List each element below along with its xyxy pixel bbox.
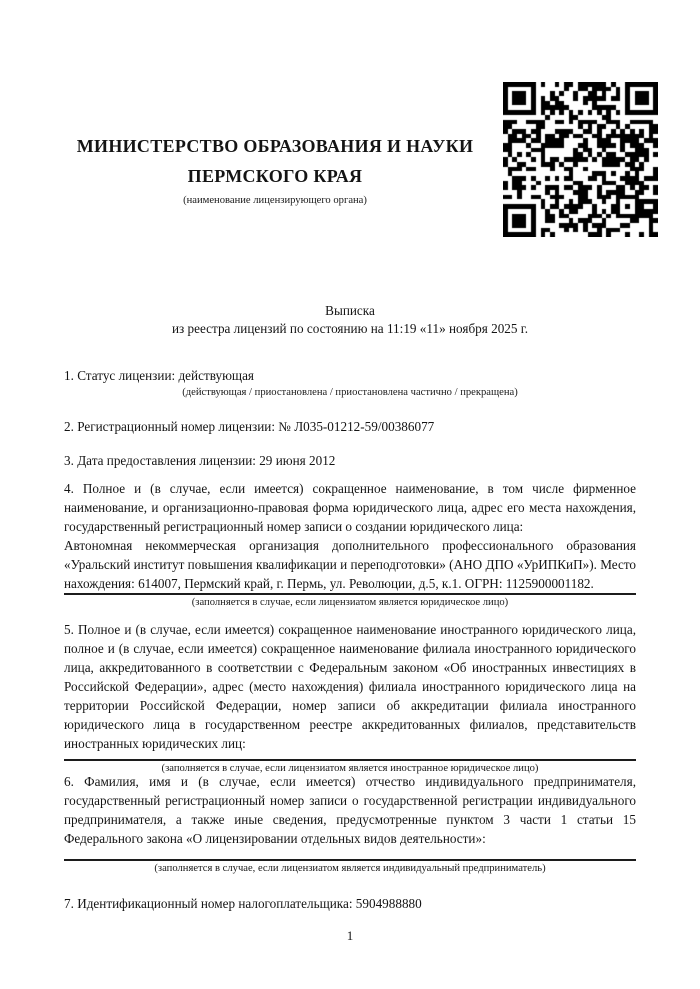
item-individual-entrepreneur xyxy=(64,772,636,876)
item-foreign-entity xyxy=(64,620,636,776)
item-grant-date xyxy=(64,451,636,470)
fill-in-line xyxy=(64,759,636,761)
individual-entrepreneur-label: 6. Фамилия, имя и (в случае, если имеется) отчество индивидуального предпринимателя, государственный регистрационный номер записи о государственной регистрации индивидуального предпринимателя, а также иные сведения, предусмотренные пунктом 3 части 1 статьи 15 Федерального закона «О лицензировании отдельных видов деятельности»: xyxy=(64,774,636,846)
ministry-name-line1: МИНИСТЕРСТВО ОБРАЗОВАНИЯ И НАУКИ xyxy=(76,136,474,156)
grant-date-text: 3. Дата предоставления лицензии: 29 июня 2012 xyxy=(64,453,336,468)
license-status-caption: (действующая / приостановлена / приостановлена частично / прекращена) xyxy=(182,387,518,398)
document-title: Выписка xyxy=(325,303,375,318)
ministry-header xyxy=(40,131,510,208)
legal-entity-value: Автономная некоммерческая организация дополнительного профессионального образования «Уральский институт повышения квалификации и переподготовки» (АНО ДПО «УрИПКиП»). Место нахождения: 614007, Пермский край, г. Пермь, ул. Революции, д.5, к.1. ОГРН: 1125900001182. xyxy=(64,538,636,591)
page-number: 1 xyxy=(346,928,354,943)
qr-code xyxy=(503,82,658,237)
document-title-block xyxy=(64,302,636,337)
item-taxpayer-number xyxy=(64,894,636,913)
fill-in-line xyxy=(64,593,636,595)
item-legal-entity xyxy=(64,479,636,610)
document-subtitle: из реестра лицензий по состоянию на 11:19 «11» ноября 2025 г. xyxy=(171,320,529,336)
fill-in-line xyxy=(64,859,636,861)
individual-entrepreneur-caption: (заполняется в случае, если лицензиатом является индивидуальный предприниматель) xyxy=(154,863,546,874)
legal-entity-label: 4. Полное и (в случае, если имеется) сокращенное наименование, в том числе фирменное наименование, и организационно-правовая форма юридического лица, адрес его места нахождения, государственный регистрационный номер записи о создании юридического лица: xyxy=(64,481,636,534)
item-registration-number xyxy=(64,417,636,436)
ministry-name-line2: ПЕРМСКОГО КРАЯ xyxy=(187,166,363,186)
item-license-status xyxy=(64,366,636,400)
foreign-entity-label: 5. Полное и (в случае, если имеется) сокращенное наименование иностранного юридического лица, полное и (в случае, если имеется) сокращенное наименование филиала иностранного юридического лица, аккредитованного в соответствии с Федеральным законом «Об иностранных инвестициях в Российской Федерации», адрес (место нахождения) филиала иностранного юридического лица на территории Российской Федерации, номер записи об аккредитации филиала иностранного юридического лица в государственном реестре аккредитованных филиалов, представительств иностранных юридических лиц: xyxy=(64,622,636,751)
foreign-entity-caption: (заполняется в случае, если лицензиатом является иностранное юридическое лицо) xyxy=(161,763,539,774)
legal-entity-caption: (заполняется в случае, если лицензиатом является юридическое лицо) xyxy=(191,597,509,608)
license-status-text: 1. Статус лицензии: действующая xyxy=(64,368,255,383)
registration-number-text: 2. Регистрационный номер лицензии: № Л035-01212-59/00386077 xyxy=(64,419,435,434)
ministry-caption: (наименование лицензирующего органа) xyxy=(183,195,367,206)
taxpayer-number-text: 7. Идентификационный номер налогоплательщика: 5904988880 xyxy=(64,896,422,911)
